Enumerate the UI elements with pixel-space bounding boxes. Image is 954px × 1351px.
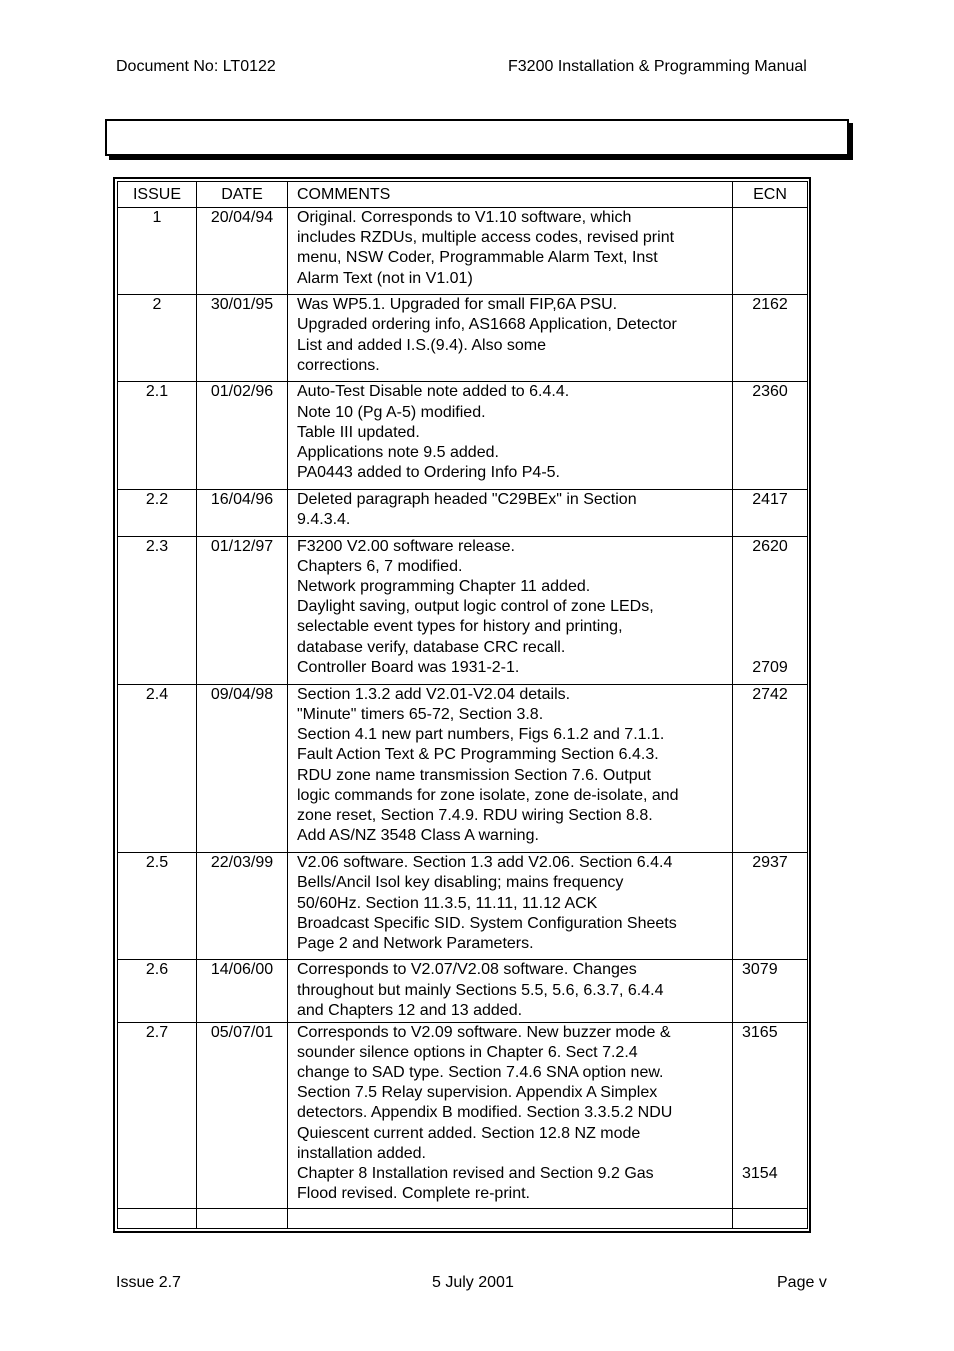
ecn-number-secondary: 2709 <box>752 658 788 676</box>
ecn-cell <box>733 489 808 536</box>
ecn-number: 2162 <box>752 296 788 314</box>
table-row <box>118 960 808 1022</box>
comment-line: Alarm Text (not in V1.01) <box>297 269 473 287</box>
column-header-issue: ISSUE <box>118 182 197 208</box>
date-cell: 22/03/99 <box>197 853 288 960</box>
ecn-number: 2742 <box>752 685 788 703</box>
comment-line: logic commands for zone isolate, zone de-isolate, and <box>297 786 679 804</box>
ecn-number: 2620 <box>752 537 788 555</box>
ecn-number: 2360 <box>752 383 788 401</box>
comment-line: Corresponds to V2.09 software. New buzzer mode & <box>297 1023 671 1041</box>
comment-line: Flood revised. Complete re-print. <box>297 1185 530 1203</box>
comment-line: Bells/Ancil Isol key disabling; mains frequency <box>297 874 624 892</box>
comment-line: Corresponds to V2.07/V2.08 software. Changes <box>297 961 637 979</box>
comments-cell <box>288 536 733 684</box>
comment-line: Daylight saving, output logic control of zone LEDs, <box>297 598 654 616</box>
comment-line: throughout but mainly Sections 5.5, 5.6, 6.3.7, 6.4.4 <box>297 981 664 999</box>
ecn-cell <box>733 382 808 489</box>
ecn-number-secondary: 3154 <box>742 1164 778 1182</box>
date-cell: 20/04/94 <box>197 208 288 295</box>
comments-cell <box>288 489 733 536</box>
comment-line: Network programming Chapter 11 added. <box>297 578 591 595</box>
comment-line: Page 2 and Network Parameters. <box>297 935 534 953</box>
column-header-comments: COMMENTS <box>288 182 733 208</box>
issue-cell: 2.1 <box>118 382 197 489</box>
ecn-cell <box>733 853 808 960</box>
comment-line: sounder silence options in Chapter 6. Sect 7.2.4 <box>297 1043 638 1061</box>
comment-line: Original. Corresponds to V1.10 software, which <box>297 209 632 226</box>
date-cell: 14/06/00 <box>197 960 288 1022</box>
empty-cell <box>197 1208 288 1228</box>
issue-cell: 2.5 <box>118 853 197 960</box>
empty-cell <box>118 1208 197 1228</box>
column-header-ecn: ECN <box>733 182 808 208</box>
table-body <box>118 208 808 1229</box>
ecn-cell <box>733 295 808 382</box>
comment-line: Section 4.1 new part numbers, Figs 6.1.2 and 7.1.1. <box>297 726 665 744</box>
comment-line: Deleted paragraph headed "C29BEx" in Section <box>297 490 637 508</box>
issue-cell: 2.3 <box>118 536 197 684</box>
table-row <box>118 684 808 852</box>
comments-cell <box>288 684 733 852</box>
date-cell: 01/12/97 <box>197 536 288 684</box>
manual-title: F3200 Installation & Programming Manual <box>508 58 807 75</box>
comments-cell <box>288 1022 733 1208</box>
comment-line: detectors. Appendix B modified. Section 3.3.5.2 NDU <box>297 1104 673 1122</box>
comment-line: Table III updated. <box>297 423 420 441</box>
ecn-cell <box>733 960 808 1022</box>
comment-line: Applications note 9.5 added. <box>297 443 499 461</box>
title-box <box>105 119 849 156</box>
comment-line: corrections. <box>297 356 380 374</box>
comments-cell <box>288 295 733 382</box>
comment-line: Controller Board was 1931-2-1. <box>297 658 520 676</box>
issue-cell: 1 <box>118 208 197 295</box>
comment-line: installation added. <box>297 1144 426 1162</box>
comments-cell <box>288 853 733 960</box>
comment-line: change to SAD type. Section 7.4.6 SNA option new. <box>297 1063 664 1081</box>
amendment-table <box>117 181 808 1229</box>
comment-line: V2.06 software. Section 1.3 add V2.06. Section 6.4.4 <box>297 854 673 872</box>
footer-page: Page v <box>777 1274 827 1291</box>
table-row <box>118 208 808 295</box>
comment-line: includes RZDUs, multiple access codes, revised print <box>297 229 675 247</box>
table-row <box>118 382 808 489</box>
date-cell: 05/07/01 <box>197 1022 288 1208</box>
comment-line: database verify, database CRC recall. <box>297 638 566 656</box>
date-cell: 01/02/96 <box>197 382 288 489</box>
table-row <box>118 489 808 536</box>
comment-line: Note 10 (Pg A-5) modified. <box>297 403 486 421</box>
ecn-number: 2937 <box>752 854 788 872</box>
date-cell: 16/04/96 <box>197 489 288 536</box>
ecn-cell <box>733 684 808 852</box>
comment-line: menu, NSW Coder, Programmable Alarm Text, Inst <box>297 249 658 267</box>
issue-cell: 2.4 <box>118 684 197 852</box>
comment-line: F3200 V2.00 software release. <box>297 537 515 555</box>
comment-line: Chapter 8 Installation revised and Section 9.2 Gas <box>297 1164 654 1182</box>
comments-cell <box>288 960 733 1022</box>
table-row <box>118 295 808 382</box>
comment-line: Quiescent current added. Section 12.8 NZ mode <box>297 1124 641 1142</box>
ecn-number: 3079 <box>742 961 778 979</box>
comment-line: selectable event types for history and printing, <box>297 618 623 636</box>
column-header-date: DATE <box>197 182 288 208</box>
comment-line: 9.4.3.4. <box>297 510 351 528</box>
ecn-cell <box>733 1022 808 1208</box>
issue-cell: 2 <box>118 295 197 382</box>
comments-cell <box>288 208 733 295</box>
table-row <box>118 1022 808 1208</box>
comment-line: RDU zone name transmission Section 7.6. Output <box>297 766 651 784</box>
comment-line: Chapters 6, 7 modified. <box>297 557 463 575</box>
table-row <box>118 853 808 960</box>
table-header-row <box>118 182 808 208</box>
comment-line: PA0443 added to Ordering Info P4-5. <box>297 464 560 482</box>
comment-line: List and added I.S.(9.4). Also some <box>297 336 547 354</box>
comment-line: zone reset, Section 7.4.9. RDU wiring Section 8.8. <box>297 807 653 825</box>
document-number: Document No: LT0122 <box>116 58 276 75</box>
issue-cell: 2.2 <box>118 489 197 536</box>
issue-cell: 2.7 <box>118 1022 197 1208</box>
footer-date: 5 July 2001 <box>432 1274 514 1291</box>
table-row <box>118 536 808 684</box>
comment-line: and Chapters 12 and 13 added. <box>297 1001 523 1019</box>
date-cell: 09/04/98 <box>197 684 288 852</box>
comment-line: "Minute" timers 65-72, Section 3.8. <box>297 706 544 724</box>
ecn-number: 2417 <box>752 490 788 508</box>
comment-line: Fault Action Text & PC Programming Section 6.4.3. <box>297 746 659 764</box>
empty-cell <box>288 1208 733 1228</box>
table-row-empty <box>118 1208 808 1228</box>
ecn-number: 3165 <box>742 1023 778 1041</box>
ecn-cell <box>733 536 808 684</box>
empty-cell <box>733 1208 808 1228</box>
comments-cell <box>288 382 733 489</box>
comment-line: Auto-Test Disable note added to 6.4.4. <box>297 383 570 401</box>
issue-cell: 2.6 <box>118 960 197 1022</box>
amendment-table-frame <box>113 177 811 1233</box>
date-cell: 30/01/95 <box>197 295 288 382</box>
comment-line: Section 7.5 Relay supervision. Appendix A Simplex <box>297 1084 658 1102</box>
footer-issue: Issue 2.7 <box>116 1274 181 1291</box>
comment-line: Broadcast Specific SID. System Configuration Sheets <box>297 914 677 932</box>
comment-line: Was WP5.1. Upgraded for small FIP,6A PSU. <box>297 296 618 314</box>
ecn-cell <box>733 208 808 295</box>
comment-line: Section 1.3.2 add V2.01-V2.04 details. <box>297 685 571 703</box>
comment-line: Add AS/NZ 3548 Class A warning. <box>297 827 539 845</box>
comment-line: 50/60Hz. Section 11.3.5, 11.11, 11.12 ACK <box>297 894 598 912</box>
comment-line: Upgraded ordering info, AS1668 Application, Detector <box>297 316 677 334</box>
